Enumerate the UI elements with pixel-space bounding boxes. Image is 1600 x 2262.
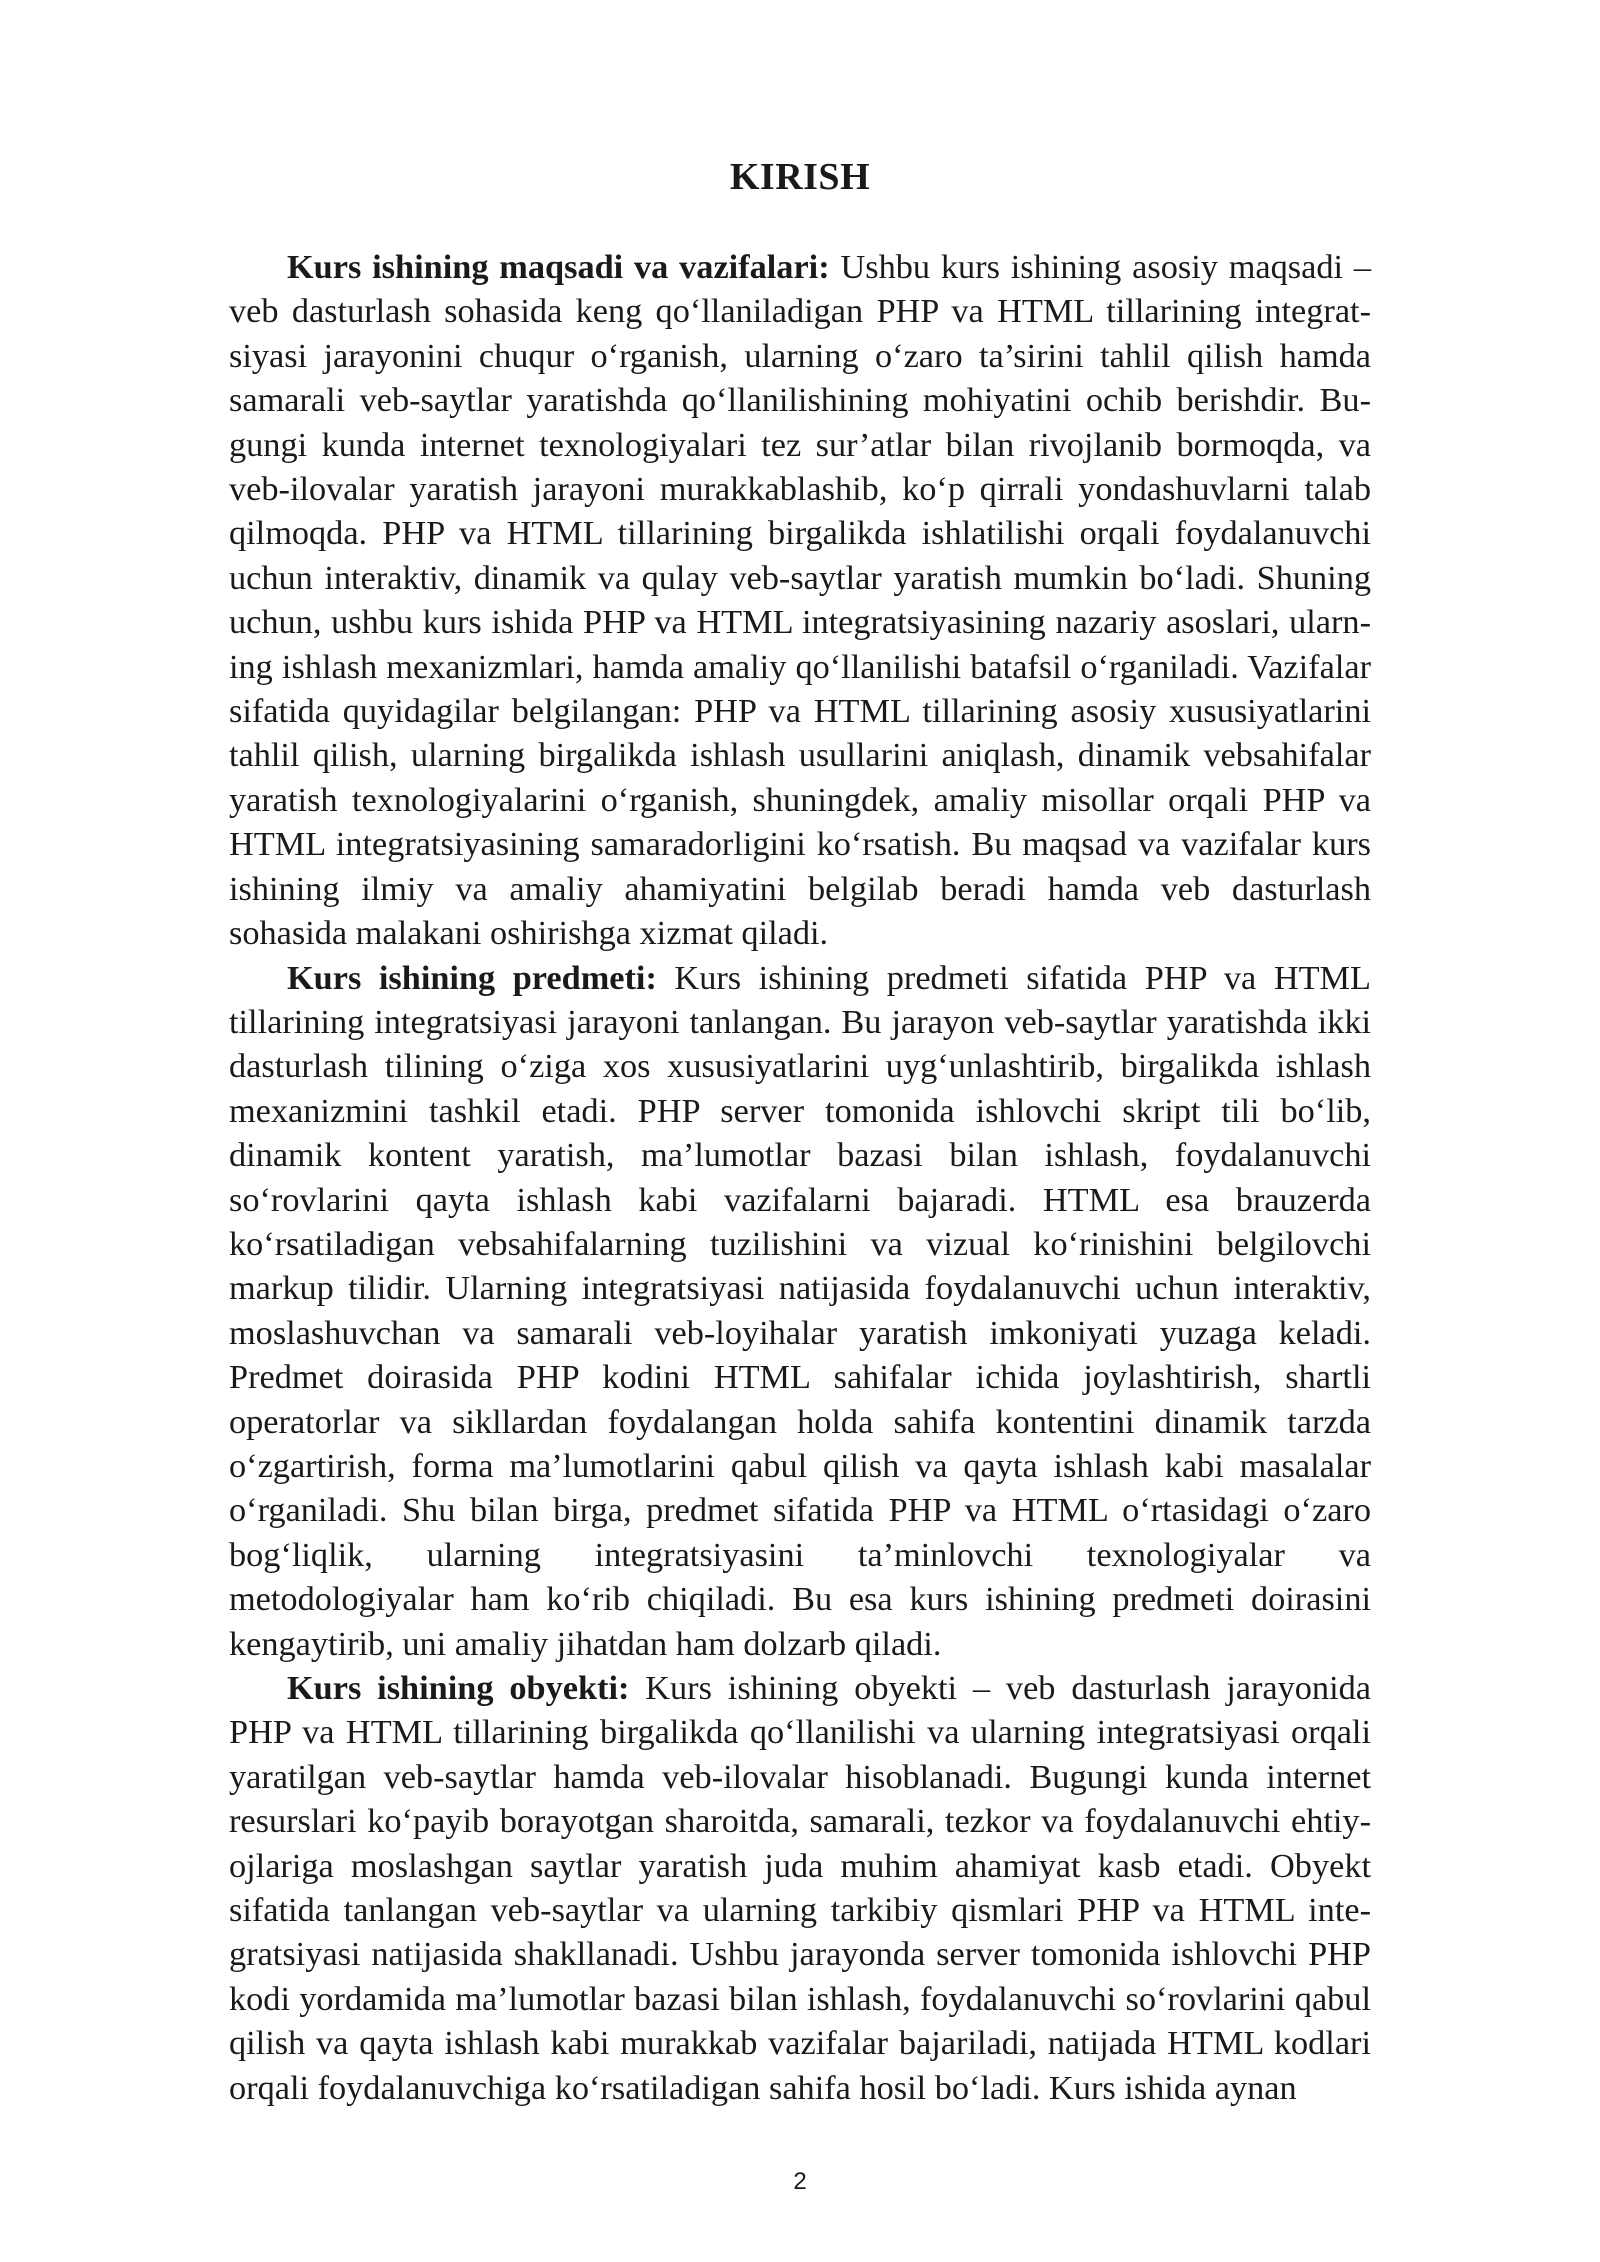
paragraph-text: Kurs ishining predmeti sifatida PHP va HTML tillarining integratsiyasi jarayoni tanlangan. Bu jarayon veb-saytlar yaratishda ikki dasturlash tilining o‘ziga xos xususiyatlarini uyg‘unlashtirib, birgalikda ishlash mexanizmini tashkil etadi. PHP server tomonida ishlovchi skript tili bo‘lib, dinamik kontent yaratish, ma’lumotlar bazasi bilan ishlash, foydalanuvchi so‘rovlarini qayta ishlash kabi vazifalarni bajaradi. HTML esa brauzerda ko‘rsatiladigan vebsahifalarning tuzilishini va vizual ko‘rinishini belgilovchi markup tilidir. Ularning integratsiyasi natijasida foydalanuvchi uchun interaktiv, moslashuvchan va samarali veb-loyihalar yaratish imkoniyati yuzaga keladi. Predmet doirasida PHP kodini HTML sahifalar ichida joylashtirish, shartli operatorlar va sikllardan foydalangan holda sahifa kontentini dinamik tarzda o‘zgartirish, forma ma’lumotlarini qabul qilish va qayta ishlash kabi masalalar o‘rganiladi. Shu bilan birga, predmet sifatida PHP va HTML o‘rtasidagi o‘zaro bog‘liqlik, ularning integratsiyasini ta’minlovchi texnologiyalar va metodologiyalar ham ko‘rib chiqiladi. Bu esa kurs ishining predmeti doirasini kengaytirib, uni amaliy jihatdan ham dolzarb qiladi.	[229, 958, 1371, 1663]
page-title: KIRISH	[729, 156, 871, 198]
paragraph-lead: Kurs ishining predmeti:	[287, 958, 657, 997]
paragraph-predmeti	[229, 956, 1371, 1667]
paragraph-maqsadi	[229, 245, 1371, 956]
paragraph-text: Kurs ishining obyekti – veb dasturlash jarayonida PHP va HTML tillarining birgalikda qo‘llanilishi va ularning integratsiyasi orqali yaratilgan veb-saytlar hamda veb-ilovalar hisoblanadi. Bugungi kunda internet resurslari ko‘payib borayotgan sharoitda, samarali, tezkor va foydalanuvchi ehtiyojlariga moslashgan saytlar yaratish juda muhim ahamiyat kasb etadi. Obyekt sifatida tanlangan veb-saytlar va ularning tarkibiy qismlari PHP va HTML integratsiyasi natijasida shakllanadi. Ushbu jarayonda server tomonida ishlovchi PHP kodi yordamida ma’lumotlar bazasi bilan ishlash, foydalanuvchi so‘rovlarini qabul qilish va qayta ishlash kabi murakkab vazifalar bajariladi, natijada HTML kodlari orqali foydalanuvchiga ko‘rsatiladigan sahifa hosil bo‘ladi. Kurs ishida aynan	[229, 1669, 1371, 2107]
paragraph-obyekti	[229, 1666, 1371, 2110]
paragraph-lead: Kurs ishining obyekti:	[287, 1669, 630, 1707]
page-number: 2	[793, 2168, 807, 2195]
paragraph-text: Ushbu kurs ishining asosiy maqsadi – veb dasturlash sohasida keng qo‘llaniladigan PHP va HTML tillarining integratsiyasi jarayonini chuqur o‘rganish, ularning o‘zaro ta’sirini tahlil qilish hamda samarali veb-saytlar yaratishda qo‘llanilishining mohiyatini ochib berishdir. Bugungi kunda internet texnologiyalari tez sur’atlar bilan rivojlanib bormoqda, va veb-ilovalar yaratish jarayoni murakkablashib, ko‘p qirrali yondashuvlarni talab qilmoqda. PHP va HTML tillarining birgalikda ishlatilishi orqali foydalanuvchi uchun interaktiv, dinamik va qulay veb-saytlar yaratish mumkin bo‘ladi. Shuning uchun, ushbu kurs ishida PHP va HTML integratsiyasining nazariy asoslari, ularning ishlash mexanizmlari, hamda amaliy qo‘llanilishi batafsil o‘rganiladi. Vazifalar sifatida quyidagilar belgilangan: PHP va HTML tillarining asosiy xususiyatlarini tahlil qilish, ularning birgalikda ishlash usullarini aniqlash, dinamik vebsahifalar yaratish texnologiyalarini o‘rganish, shuningdek, amaliy misollar orqali PHP va HTML integratsiyasining samaradorligini ko‘rsatish. Bu maqsad va vazifalar kurs ishining ilmiy va amaliy ahamiyatini belgilab beradi hamda veb dasturlash sohasida malakani oshirishga xizmat qiladi.	[229, 248, 1371, 953]
body-text	[229, 245, 1371, 2110]
paragraph-lead: Kurs ishining maqsadi va vazifalari:	[287, 248, 830, 286]
